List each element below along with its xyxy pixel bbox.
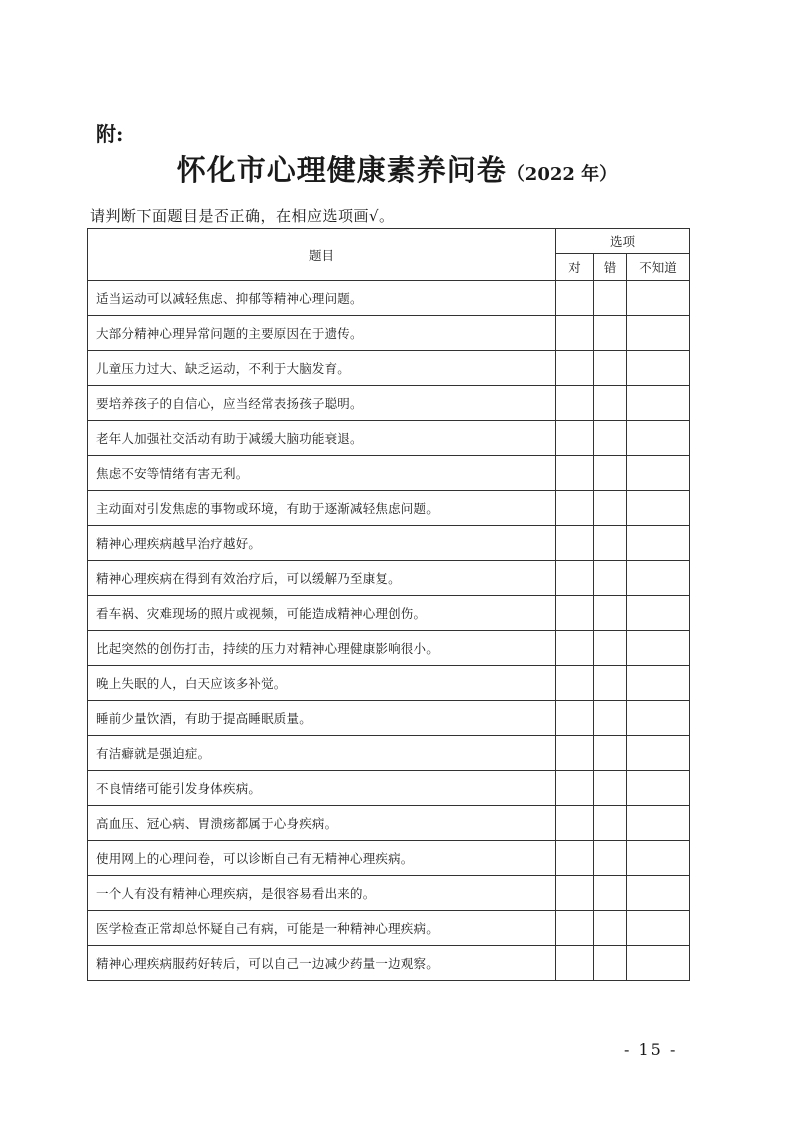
answer-cell-unknown[interactable] bbox=[627, 806, 690, 841]
question-text: 适当运动可以减轻焦虑、抑郁等精神心理问题。 bbox=[88, 281, 556, 316]
question-text: 精神心理疾病服药好转后，可以自己一边减少药量一边观察。 bbox=[88, 946, 556, 981]
options-header: 选项 bbox=[556, 229, 690, 254]
question-text: 比起突然的创伤打击，持续的压力对精神心理健康影响很小。 bbox=[88, 631, 556, 666]
answer-cell-unknown[interactable] bbox=[627, 596, 690, 631]
answer-cell-false[interactable] bbox=[594, 841, 627, 876]
table-row bbox=[88, 806, 690, 841]
answer-cell-unknown[interactable] bbox=[627, 701, 690, 736]
option-header-true: 对 bbox=[556, 254, 594, 281]
table-row bbox=[88, 561, 690, 596]
answer-cell-true[interactable] bbox=[556, 491, 594, 526]
option-header-false: 错 bbox=[594, 254, 627, 281]
table-row bbox=[88, 351, 690, 386]
answer-cell-false[interactable] bbox=[594, 526, 627, 561]
table-row bbox=[88, 281, 690, 316]
title-text: 怀化市心理健康素养问卷 bbox=[176, 153, 507, 187]
question-text: 使用网上的心理问卷，可以诊断自己有无精神心理疾病。 bbox=[88, 841, 556, 876]
answer-cell-true[interactable] bbox=[556, 666, 594, 701]
answer-cell-unknown[interactable] bbox=[627, 561, 690, 596]
answer-cell-false[interactable] bbox=[594, 631, 627, 666]
answer-cell-true[interactable] bbox=[556, 841, 594, 876]
question-text: 高血压、冠心病、胃溃疡都属于心身疾病。 bbox=[88, 806, 556, 841]
answer-cell-true[interactable] bbox=[556, 631, 594, 666]
answer-cell-true[interactable] bbox=[556, 771, 594, 806]
table-row bbox=[88, 526, 690, 561]
table-row bbox=[88, 456, 690, 491]
answer-cell-unknown[interactable] bbox=[627, 491, 690, 526]
answer-cell-false[interactable] bbox=[594, 736, 627, 771]
answer-cell-unknown[interactable] bbox=[627, 911, 690, 946]
answer-cell-unknown[interactable] bbox=[627, 351, 690, 386]
answer-cell-true[interactable] bbox=[556, 351, 594, 386]
answer-cell-false[interactable] bbox=[594, 876, 627, 911]
question-text: 精神心理疾病在得到有效治疗后，可以缓解乃至康复。 bbox=[88, 561, 556, 596]
question-text: 大部分精神心理异常问题的主要原因在于遗传。 bbox=[88, 316, 556, 351]
answer-cell-false[interactable] bbox=[594, 421, 627, 456]
answer-cell-true[interactable] bbox=[556, 316, 594, 351]
answer-cell-true[interactable] bbox=[556, 701, 594, 736]
answer-cell-true[interactable] bbox=[556, 456, 594, 491]
table-row bbox=[88, 841, 690, 876]
table-row bbox=[88, 596, 690, 631]
answer-cell-false[interactable] bbox=[594, 806, 627, 841]
questionnaire-table bbox=[87, 228, 690, 981]
answer-cell-true[interactable] bbox=[556, 526, 594, 561]
answer-cell-false[interactable] bbox=[594, 911, 627, 946]
table-row bbox=[88, 946, 690, 981]
answer-cell-true[interactable] bbox=[556, 946, 594, 981]
answer-cell-true[interactable] bbox=[556, 421, 594, 456]
answer-cell-false[interactable] bbox=[594, 351, 627, 386]
answer-cell-unknown[interactable] bbox=[627, 876, 690, 911]
answer-cell-unknown[interactable] bbox=[627, 946, 690, 981]
answer-cell-unknown[interactable] bbox=[627, 281, 690, 316]
table-row bbox=[88, 911, 690, 946]
answer-cell-false[interactable] bbox=[594, 316, 627, 351]
answer-cell-false[interactable] bbox=[594, 771, 627, 806]
question-text: 要培养孩子的自信心，应当经常表扬孩子聪明。 bbox=[88, 386, 556, 421]
answer-cell-false[interactable] bbox=[594, 946, 627, 981]
question-text: 儿童压力过大、缺乏运动，不利于大脑发育。 bbox=[88, 351, 556, 386]
table-row bbox=[88, 771, 690, 806]
title-year: （2022 年） bbox=[506, 164, 618, 185]
answer-cell-unknown[interactable] bbox=[627, 841, 690, 876]
answer-cell-unknown[interactable] bbox=[627, 771, 690, 806]
answer-cell-false[interactable] bbox=[594, 596, 627, 631]
answer-cell-false[interactable] bbox=[594, 386, 627, 421]
question-text: 睡前少量饮酒，有助于提高睡眠质量。 bbox=[88, 701, 556, 736]
answer-cell-false[interactable] bbox=[594, 561, 627, 596]
question-text: 晚上失眠的人，白天应该多补觉。 bbox=[88, 666, 556, 701]
table-row bbox=[88, 386, 690, 421]
question-text: 有洁癖就是强迫症。 bbox=[88, 736, 556, 771]
answer-cell-false[interactable] bbox=[594, 491, 627, 526]
question-text: 老年人加强社交活动有助于减缓大脑功能衰退。 bbox=[88, 421, 556, 456]
question-text: 不良情绪可能引发身体疾病。 bbox=[88, 771, 556, 806]
answer-cell-true[interactable] bbox=[556, 806, 594, 841]
answer-cell-unknown[interactable] bbox=[627, 456, 690, 491]
answer-cell-unknown[interactable] bbox=[627, 736, 690, 771]
table-row bbox=[88, 316, 690, 351]
answer-cell-true[interactable] bbox=[556, 911, 594, 946]
table-row bbox=[88, 736, 690, 771]
option-header-unknown: 不知道 bbox=[627, 254, 690, 281]
instruction-text: 请判断下面题目是否正确，在相应选项画√。 bbox=[90, 207, 395, 225]
answer-cell-unknown[interactable] bbox=[627, 386, 690, 421]
table-row bbox=[88, 666, 690, 701]
table-row bbox=[88, 701, 690, 736]
answer-cell-true[interactable] bbox=[556, 386, 594, 421]
table-row bbox=[88, 491, 690, 526]
question-text: 一个人有没有精神心理疾病，是很容易看出来的。 bbox=[88, 876, 556, 911]
answer-cell-unknown[interactable] bbox=[627, 666, 690, 701]
question-text: 医学检查正常却总怀疑自己有病，可能是一种精神心理疾病。 bbox=[88, 911, 556, 946]
table-row bbox=[88, 421, 690, 456]
table-row bbox=[88, 876, 690, 911]
question-text: 主动面对引发焦虑的事物或环境，有助于逐渐减轻焦虑问题。 bbox=[88, 491, 556, 526]
table-row bbox=[88, 631, 690, 666]
question-text: 精神心理疾病越早治疗越好。 bbox=[88, 526, 556, 561]
answer-cell-true[interactable] bbox=[556, 281, 594, 316]
answer-cell-false[interactable] bbox=[594, 456, 627, 491]
answer-cell-true[interactable] bbox=[556, 596, 594, 631]
answer-cell-true[interactable] bbox=[556, 876, 594, 911]
answer-cell-unknown[interactable] bbox=[627, 526, 690, 561]
answer-cell-unknown[interactable] bbox=[627, 631, 690, 666]
attachment-label: 附: bbox=[96, 122, 124, 146]
question-text: 焦虑不安等情绪有害无利。 bbox=[88, 456, 556, 491]
topic-header: 题目 bbox=[88, 229, 556, 281]
page-number: - 15 - bbox=[624, 1040, 678, 1059]
answer-cell-false[interactable] bbox=[594, 281, 627, 316]
answer-cell-false[interactable] bbox=[594, 701, 627, 736]
answer-cell-false[interactable] bbox=[594, 666, 627, 701]
answer-cell-unknown[interactable] bbox=[627, 421, 690, 456]
page-title bbox=[0, 148, 794, 189]
answer-cell-unknown[interactable] bbox=[627, 316, 690, 351]
answer-cell-true[interactable] bbox=[556, 736, 594, 771]
question-list bbox=[88, 281, 690, 981]
question-text: 看车祸、灾难现场的照片或视频，可能造成精神心理创伤。 bbox=[88, 596, 556, 631]
answer-cell-true[interactable] bbox=[556, 561, 594, 596]
